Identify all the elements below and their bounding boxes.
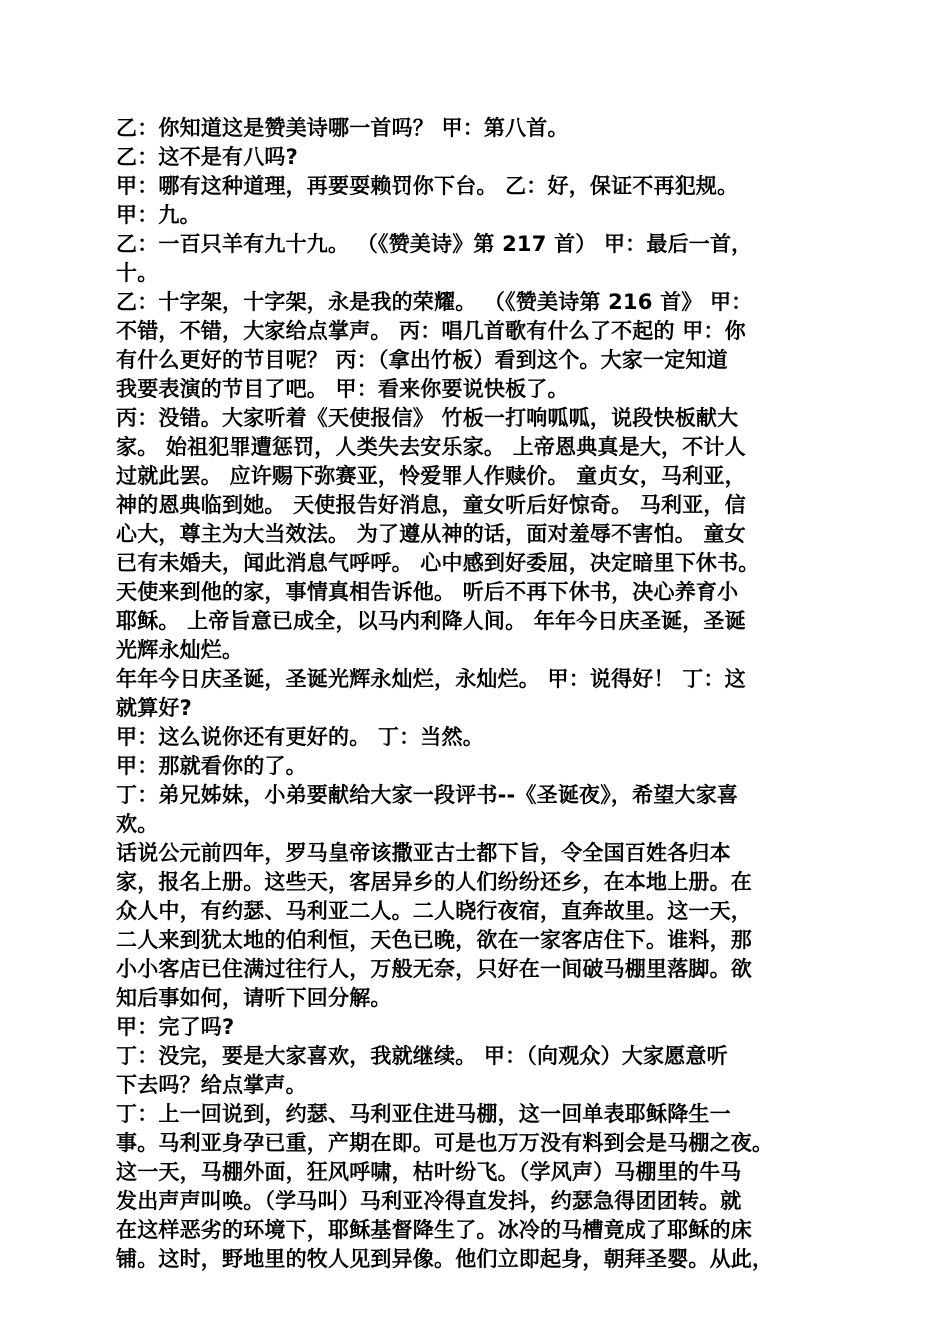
text-line: 十。	[116, 261, 159, 285]
text-line: 丙：没错。大家听着《天使报信》 竹板一打响呱呱，说段快板献大	[116, 406, 739, 430]
text-line: 乙：你知道这是赞美诗哪一首吗？ 甲：第八首。	[116, 116, 569, 140]
text-line: 耶稣。 上帝旨意已成全，以马内利降人间。 年年今日庆圣诞，圣诞	[116, 609, 746, 633]
text-line: 众人中，有约瑟、马利亚二人。二人晓行夜宿，直奔故里。这一天，	[116, 899, 752, 923]
text-line: 心大，尊主为大当效法。 为了遵从神的话，面对羞辱不害怕。 童女	[116, 522, 746, 546]
text-line: 甲：哪有这种道理，再要耍赖罚你下台。 乙：好，保证不再犯规。	[116, 174, 739, 198]
text-line: 这一天，马棚外面，狂风呼啸，枯叶纷飞。（学风声）马棚里的牛马	[116, 1160, 742, 1184]
text-line: 乙：这不是有八吗?	[116, 145, 298, 169]
text-line: 天使来到他的家，事情真相告诉他。 听后不再下休书，决心养育小	[116, 580, 739, 604]
text-line: 事。马利亚身孕已重，产期在即。可是也万万没有料到会是马棚之夜。	[116, 1131, 774, 1155]
text-line: 不错，不错，大家给点掌声。 丙：唱几首歌有什么了不起的 甲：你	[116, 319, 746, 343]
text-line: 发出声声叫唤。（学马叫）马利亚冷得直发抖，约瑟急得团团转。就	[116, 1189, 742, 1213]
text-line: 话说公元前四年，罗马皇帝该撒亚古士都下旨，令全国百姓各归本	[116, 841, 731, 865]
text-line: 二人来到犹太地的伯利恒，天色已晚，欲在一家客店住下。谁料，那	[116, 928, 752, 952]
text-line: 甲：九。	[116, 203, 201, 227]
text-line: 过就此罢。 应许赐下弥赛亚，怜爱罪人作赎价。 童贞女，马利亚，	[116, 464, 746, 488]
text-line: 已有未婚夫，闻此消息气呼呼。 心中感到好委屈，决定暗里下休书。	[116, 551, 760, 575]
text-line: 知后事如何，请听下回分解。	[116, 986, 392, 1010]
text-line: 丁：上一回说到，约瑟、马利亚住进马棚，这一回单表耶稣降生一	[116, 1102, 731, 1126]
text-line: 有什么更好的节目呢？ 丙：（拿出竹板）看到这个。大家一定知道	[116, 348, 728, 372]
text-line: 丁：没完，要是大家喜欢，我就继续。 甲：（向观众）大家愿意听	[116, 1044, 728, 1068]
text-line: 年年今日庆圣诞，圣诞光辉永灿烂，永灿烂。 甲：说得好！ 丁：这	[116, 667, 746, 691]
text-line: 就算好?	[116, 696, 192, 720]
text-line: 丁：弟兄姊妹，小弟要献给大家一段评书--《圣诞夜》，希望大家喜	[116, 783, 739, 807]
script-text	[116, 114, 842, 1274]
text-line: 家。 始祖犯罪遭惩罚，人类失去安乐家。 上帝恩典真是大，不计人	[116, 435, 746, 459]
text-line: 甲：那就看你的了。	[116, 754, 307, 778]
text-line: 神的恩典临到她。 天使报告好消息，童女听后好惊奇。 马利亚，信	[116, 493, 746, 517]
text-line: 我要表演的节目了吧。 甲：看来你要说快板了。	[116, 377, 569, 401]
text-line: 乙：一百只羊有九十九。 （《赞美诗》第 217 首） 甲：最后一首，	[116, 232, 753, 256]
text-line: 乙：十字架，十字架，永是我的荣耀。 （《赞美诗第 216 首》 甲：	[116, 290, 753, 314]
text-line: 光辉永灿烂。	[116, 638, 244, 662]
text-line: 下去吗？给点掌声。	[116, 1073, 307, 1097]
text-line: 家，报名上册。这些天，客居异乡的人们纷纷还乡，在本地上册。在	[116, 870, 752, 894]
text-line: 铺。这时，野地里的牧人见到异像。他们立即起身，朝拜圣婴。从此，	[116, 1247, 774, 1271]
text-line: 小小客店已住满过往行人，万般无奈，只好在一间破马棚里落脚。欲	[116, 957, 752, 981]
text-line: 甲：完了吗?	[116, 1015, 235, 1039]
text-line: 欢。	[116, 812, 159, 836]
text-line: 甲：这么说你还有更好的。 丁：当然。	[116, 725, 484, 749]
text-line: 在这样恶劣的环境下，耶稣基督降生了。冰冷的马槽竟成了耶稣的床	[116, 1218, 752, 1242]
